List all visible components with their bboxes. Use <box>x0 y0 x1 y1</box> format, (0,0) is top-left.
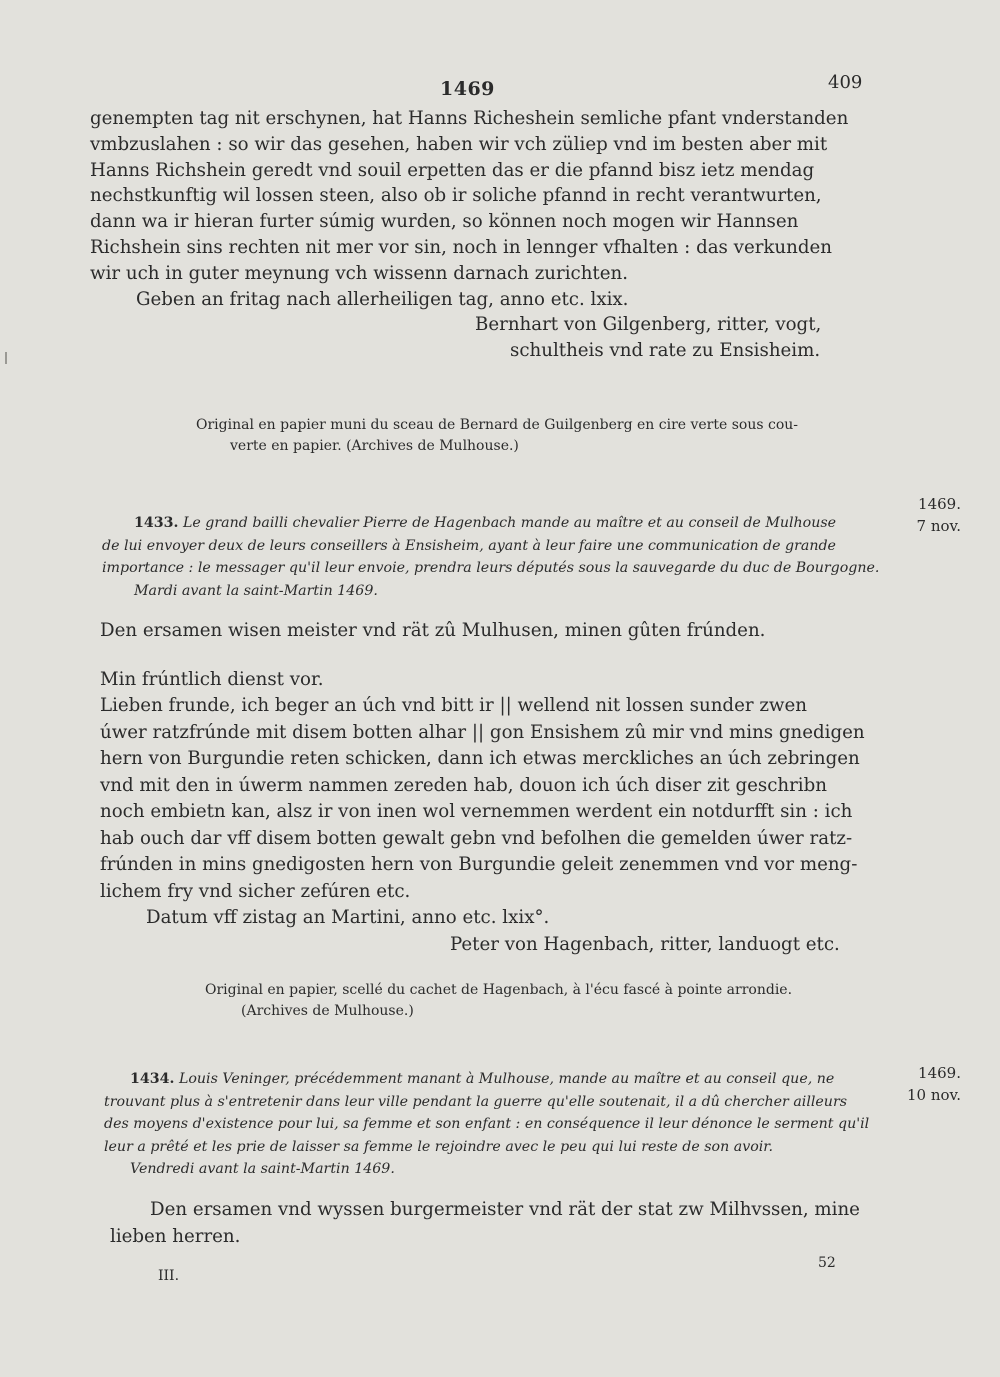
text-line: noch embietn kan, alsz ir von inen wol vernemmen werdent ein notdurfft sin : ich <box>100 801 853 822</box>
greeting: Min frúntlich dienst vor. <box>100 668 324 690</box>
dating-clause: Datum vff zistag an Martini, anno etc. lxix°. <box>146 907 550 928</box>
sheet-number: 52 <box>818 1255 836 1271</box>
regest-first-line <box>130 1068 869 1091</box>
signature-mark: III. <box>158 1268 180 1284</box>
regest-line: de lui envoyer deux de leurs conseillers à Ensisheim, ayant à leur faire une communication de grande <box>102 537 836 554</box>
text-line: Lieben frunde, ich beger an úch vnd bitt ir || wellend nit lossen sunder zwen <box>100 695 807 716</box>
regest-text: Le grand bailli chevalier Pierre de Hagenbach mande au maître et au conseil de Mulhouse <box>182 515 837 531</box>
regest-line: des moyens d'existence pour lui, sa femme et son enfant : en conséquence il leur dénonce le serment qu'il <box>104 1116 870 1132</box>
address-line: Den ersamen vnd wyssen burgermeister vnd rät der stat zw Milhvssen, mine <box>150 1199 860 1220</box>
note-line: verte en papier. (Archives de Mulhouse.) <box>230 438 519 454</box>
regest-1434 <box>104 1068 870 1181</box>
entry-number: 1434. <box>130 1071 175 1087</box>
letter-1434 <box>110 1196 900 1250</box>
entry-number: 1433. <box>134 515 179 531</box>
text-line: Richshein sins rechten nit mer vor sin, noch in lennger vfhalten : das verkunden <box>90 236 832 258</box>
margin-year: 1469. <box>918 495 961 513</box>
letter-continuation <box>90 106 880 364</box>
text-line: vnd mit den in úwerm nammen zereden hab, douon ich úch diser zit geschribn <box>100 774 827 796</box>
page-fold-mark <box>5 352 7 364</box>
text-line: wir uch in guter meynung vch wissenn darnach zurichten. <box>90 262 628 284</box>
text-line: dann wa ir hieran furter súmig wurden, so können noch mogen wir Hannsen <box>90 211 799 233</box>
text-line: úwer ratzfrúnde mit disem botten alhar || gon Ensishem zû mir vnd mins gnedigen <box>100 721 865 743</box>
margin-day: 7 nov. <box>916 517 961 535</box>
regest-date: Mardi avant la saint-Martin 1469. <box>134 582 378 599</box>
margin-date-1434 <box>895 1062 961 1106</box>
note-line: (Archives de Mulhouse.) <box>241 1003 414 1019</box>
signature-line: Bernhart von Gilgenberg, ritter, vogt, <box>475 314 822 336</box>
signature-line: schultheis vnd rate zu Ensisheim. <box>510 340 821 362</box>
page-number: 409 <box>828 72 863 93</box>
regest-line: importance : le messager qu'il leur envoie, prendra leurs députés sous la sauvegarde du duc de Bourgogne. <box>102 560 880 576</box>
margin-date-1433 <box>895 493 961 537</box>
archival-note <box>196 415 798 457</box>
text-line: frúnden in mins gnedigosten hern von Burgundie geleit zenemmen vnd vor meng- <box>100 854 858 875</box>
text-line: genempten tag nit erschynen, hat Hanns Richeshein semliche pfant vnderstanden <box>90 108 849 129</box>
address-line: lieben herren. <box>110 1226 241 1247</box>
text-line: nechstkunftig wil lossen steen, also ob ir soliche pfannd in recht verantwurten, <box>90 185 822 207</box>
regest-text: Louis Veninger, précédemment manant à Mulhouse, mande au maître et au conseil que, ne <box>178 1071 835 1087</box>
dating-clause: Geben an fritag nach allerheiligen tag, anno etc. lxix. <box>136 288 629 310</box>
address-line: Den ersamen wisen meister vnd rät zû Mulhusen, minen gûten frúnden. <box>100 620 766 641</box>
regest-1433 <box>102 512 880 602</box>
text-line: lichem fry vnd sicher zefúren etc. <box>100 880 411 902</box>
note-line: Original en papier muni du sceau de Bernard de Guilgenberg en cire verte sous cou- <box>196 417 799 433</box>
text-line: Hanns Richshein geredt vnd souil erpetten das er die pfannd bisz ietz mendag <box>90 159 815 181</box>
text-line: vmbzuslahen : so wir das gesehen, haben wir vch züliep vnd im besten aber mit <box>90 133 828 155</box>
archival-note <box>205 980 792 1022</box>
note-line: Original en papier, scellé du cachet de Hagenbach, à l'écu fascé à pointe arrondie. <box>205 982 793 998</box>
regest-first-line <box>134 512 879 535</box>
signature-line: Peter von Hagenbach, ritter, landuogt etc. <box>450 933 840 955</box>
running-head-year: 1469 <box>440 78 495 100</box>
regest-date: Vendredi avant la saint-Martin 1469. <box>130 1161 395 1177</box>
margin-day: 10 nov. <box>906 1086 961 1104</box>
text-line: hab ouch dar vff disem botten gewalt gebn vnd befolhen die gemelden úwer ratz- <box>100 827 853 849</box>
regest-line: leur a prêté et les prie de laisser sa femme le rejoindre avec le peu qui lui reste de son avoir. <box>104 1138 774 1155</box>
letter-1433 <box>100 618 890 958</box>
margin-year: 1469. <box>918 1064 961 1082</box>
regest-line: trouvant plus à s'entretenir dans leur ville pendant la guerre qu'elle soutenait, il a dû chercher ailleurs <box>104 1093 848 1110</box>
text-line: hern von Burgundie reten schicken, dann ich etwas merckliches an úch zebringen <box>100 748 860 769</box>
